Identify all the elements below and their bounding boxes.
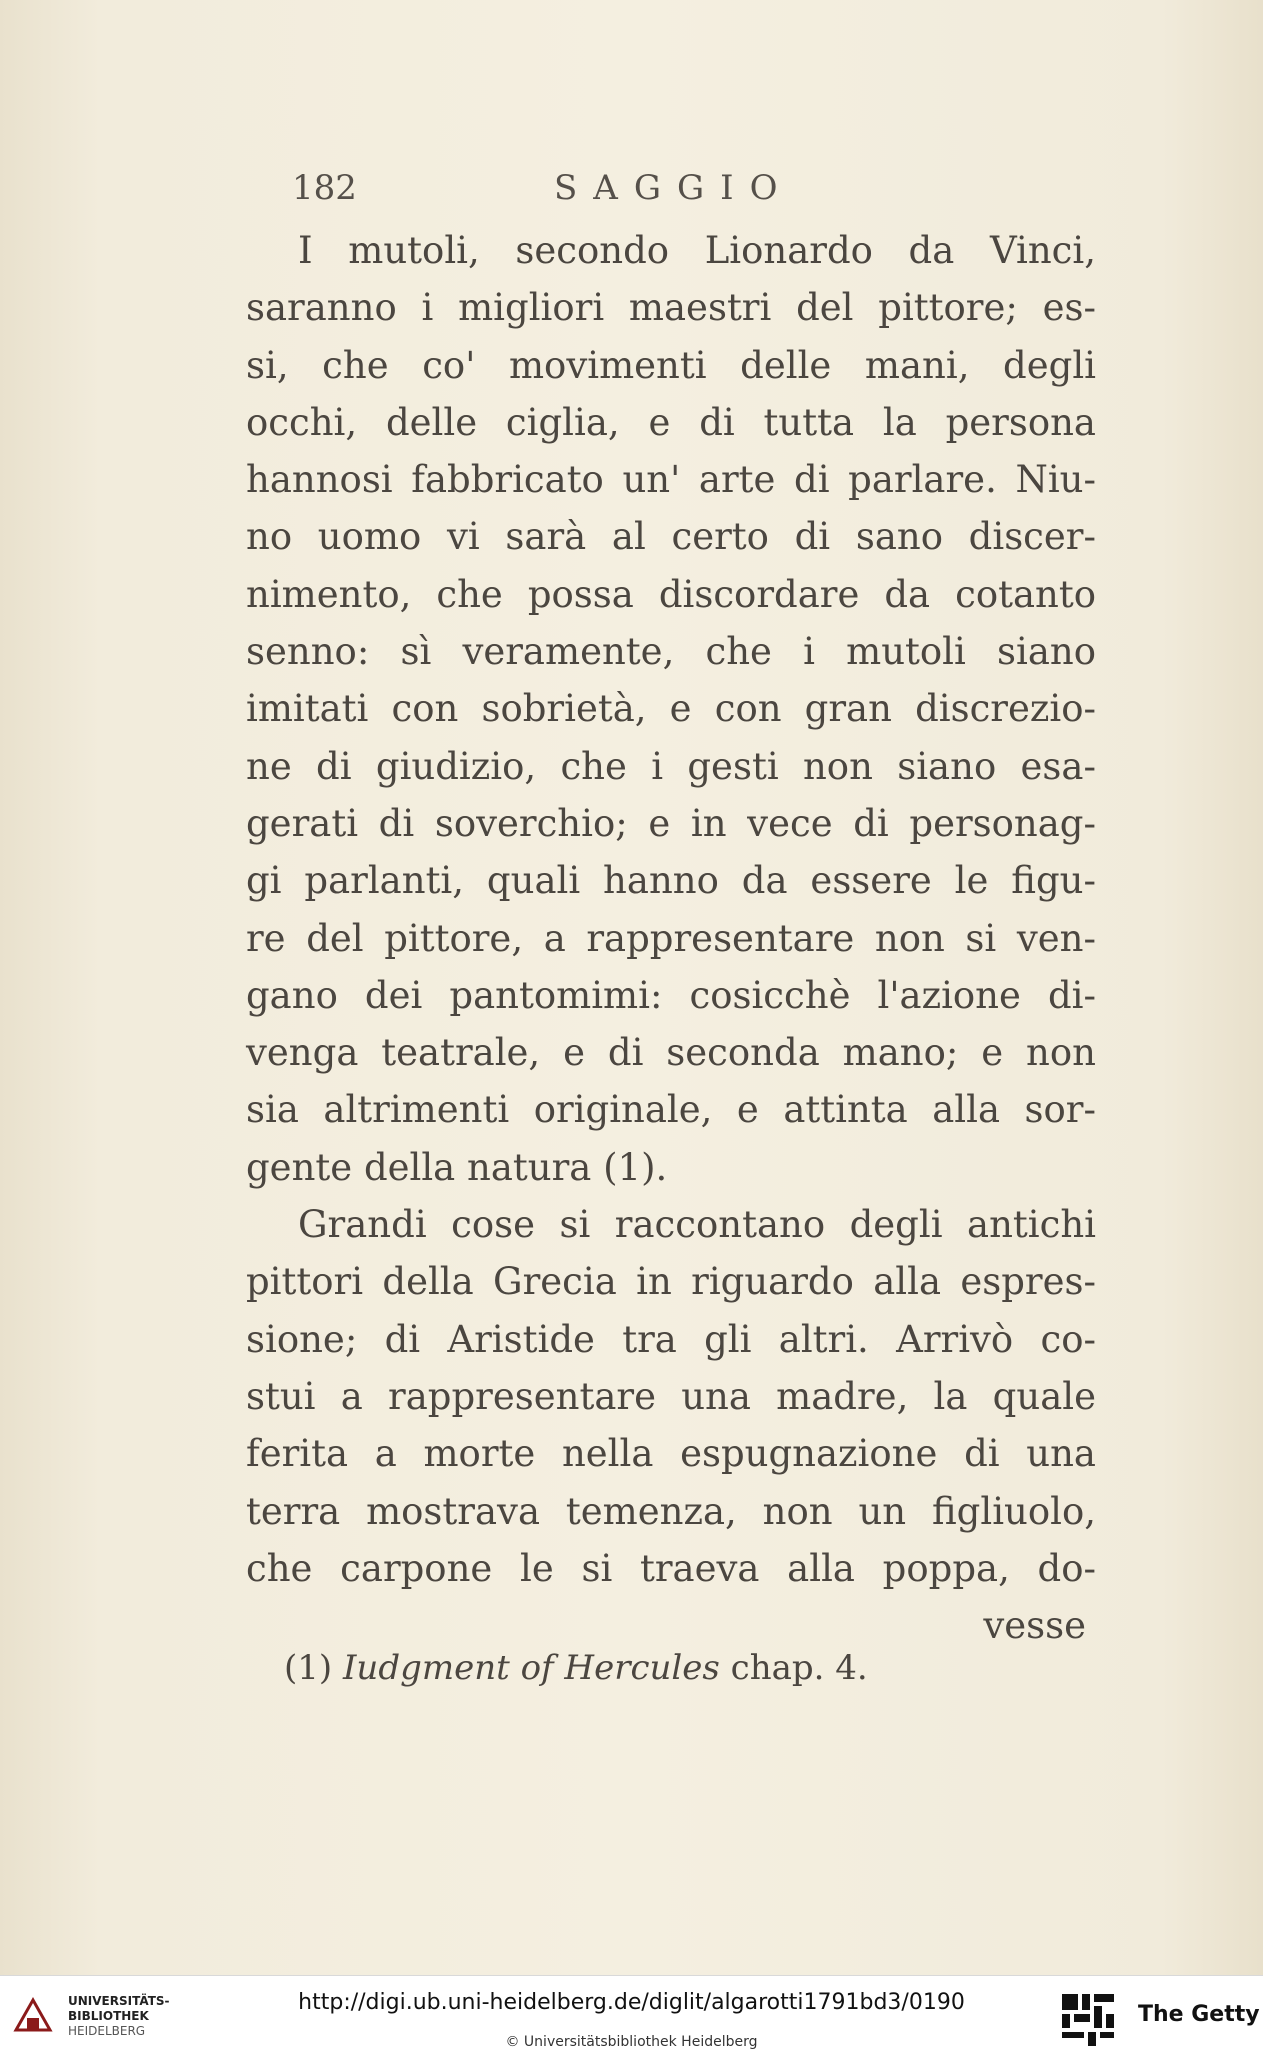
text-line: gi parlanti, quali hanno da essere le figu- [246,859,1096,903]
text-line: gente della natura (1). [246,1145,668,1189]
text-line: no uomo vi sarà al certo di sano discer- [246,515,1096,559]
text-line: ferita a morte nella espugnazione di una [246,1432,1096,1476]
text-line: venga teatrale, e di seconda mano; e non [246,1031,1096,1075]
permalink-url[interactable]: http://digi.ub.uni-heidelberg.de/diglit/algarotti1791bd3/0190 [298,1990,965,2015]
text-line: re del pittore, a rappresentare non si ven- [246,916,1096,960]
text-line: ne di giudizio, che i gesti non siano esa- [246,744,1096,788]
footnote [284,1648,868,1688]
text-line: imitati con sobrietà, e con gran discrezio- [246,687,1096,731]
text-line: pittori della Grecia in riguardo alla espres- [246,1260,1096,1304]
library-name-line: HEIDELBERG [68,2024,146,2038]
library-name-line: UNIVERSITÄTS- [68,1994,170,2008]
getty-name: The Getty [1138,2002,1260,2027]
text-line: I mutoli, secondo Lionardo da Vinci, [298,229,1096,272]
text-line: gano dei pantomimi: cosicchè l'azione di- [246,973,1096,1017]
catchword: vesse [983,1604,1086,1648]
text-line: saranno i migliori maestri del pittore; es- [246,286,1096,330]
text-line: nimento, che possa discordare da cotanto [246,572,1096,616]
library-name-line: BIBLIOTHEK [68,2009,149,2023]
text-line: hannosi fabbricato un' arte di parlare. Niu- [246,458,1096,502]
text-line: sione; di Aristide tra gli altri. Arrivò co- [246,1317,1096,1361]
footnote-title: Iudgment of Hercules [342,1648,720,1688]
text-line: si, che co' movimenti delle mani, degli [246,343,1096,387]
copyright-notice: © Universitätsbibliothek Heidelberg [505,2034,758,2050]
footnote-marker: (1) [284,1648,333,1688]
text-line: sia altrimenti originale, e attinta alla sor- [246,1088,1096,1132]
text-line: occhi, delle ciglia, e di tutta la persona [246,400,1096,444]
text-line: Grandi cose si raccontano degli antichi [298,1203,1096,1247]
page-number: 182 [292,168,357,208]
text-line: gerati di soverchio; e in vece di personag- [246,801,1096,845]
footer-bar [0,1975,1263,2066]
running-title: SAGGIO [554,168,794,208]
text-line: stui a rappresentare una madre, la quale [246,1374,1096,1418]
text-line: che carpone le si traeva alla poppa, do- [246,1546,1096,1590]
text-line: senno: sì veramente, che i mutoli siano [246,630,1096,674]
text-line: terra mostrava temenza, non un figliuolo, [246,1489,1096,1533]
body-text [246,222,1096,1654]
getty-logo-icon [1060,1992,1116,2048]
footnote-ref: chap. 4. [730,1648,868,1688]
